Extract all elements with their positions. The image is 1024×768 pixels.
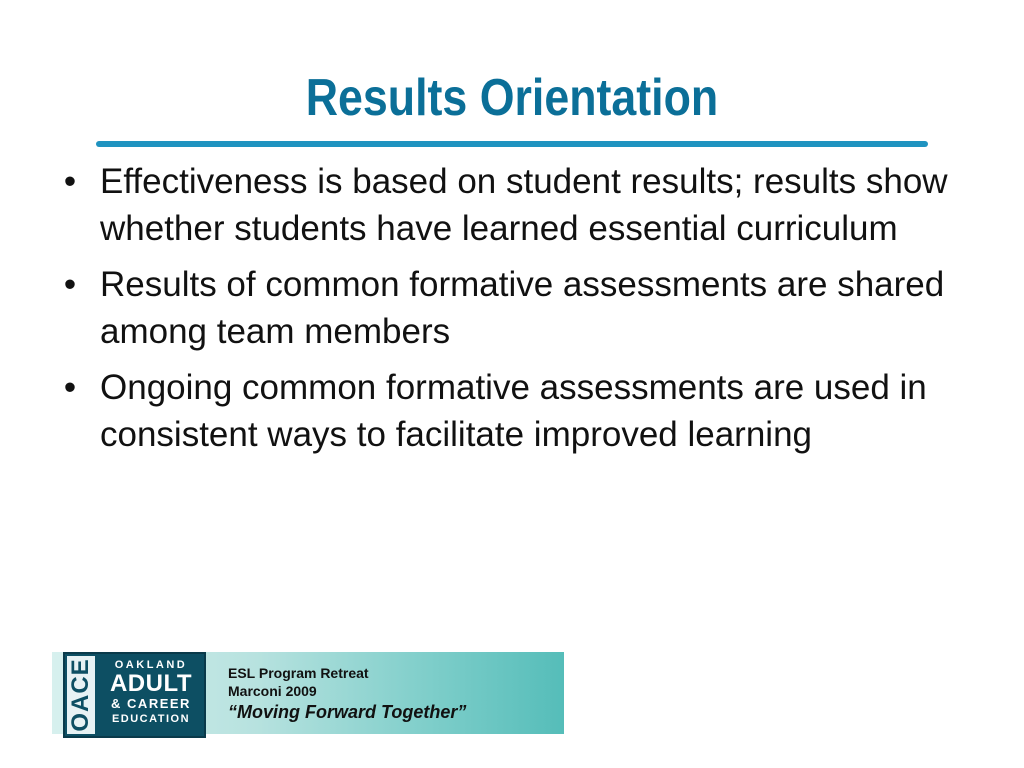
footer-banner xyxy=(52,652,564,734)
footer-event: ESL Program Retreat xyxy=(228,665,369,681)
footer-text xyxy=(228,664,466,724)
bullet-list xyxy=(56,158,976,467)
bullet-item xyxy=(56,261,976,355)
bullet-text: Results of common formative assessments are shared among team members xyxy=(100,265,945,351)
logo-line-career: & CAREER xyxy=(111,696,191,711)
slide-title: Results Orientation xyxy=(305,69,719,127)
bullet-item xyxy=(56,364,976,458)
footer-tagline: “Moving Forward Together” xyxy=(228,702,467,722)
logo-wordmark xyxy=(99,658,203,727)
logo-line-oakland: OAKLAND xyxy=(114,659,188,671)
footer-venue: Marconi 2009 xyxy=(228,683,317,699)
logo-line-adult: ADULT xyxy=(109,670,193,697)
logo-oace-panel xyxy=(67,656,95,734)
bullet-text: Effectiveness is based on student results; results show whether students have learned essential curriculum xyxy=(100,162,948,248)
bullet-marker: • xyxy=(63,265,77,304)
bullet-marker: • xyxy=(63,368,77,407)
title-divider xyxy=(96,141,928,147)
logo-line-education: EDUCATION xyxy=(111,713,191,725)
bullet-text: Ongoing common formative assessments are used in consistent ways to facilitate improved learning xyxy=(100,368,927,454)
logo-oace-text: OACE xyxy=(67,658,94,732)
bullet-marker: • xyxy=(63,162,77,201)
oace-logo xyxy=(63,652,206,738)
bullet-item xyxy=(56,158,976,252)
